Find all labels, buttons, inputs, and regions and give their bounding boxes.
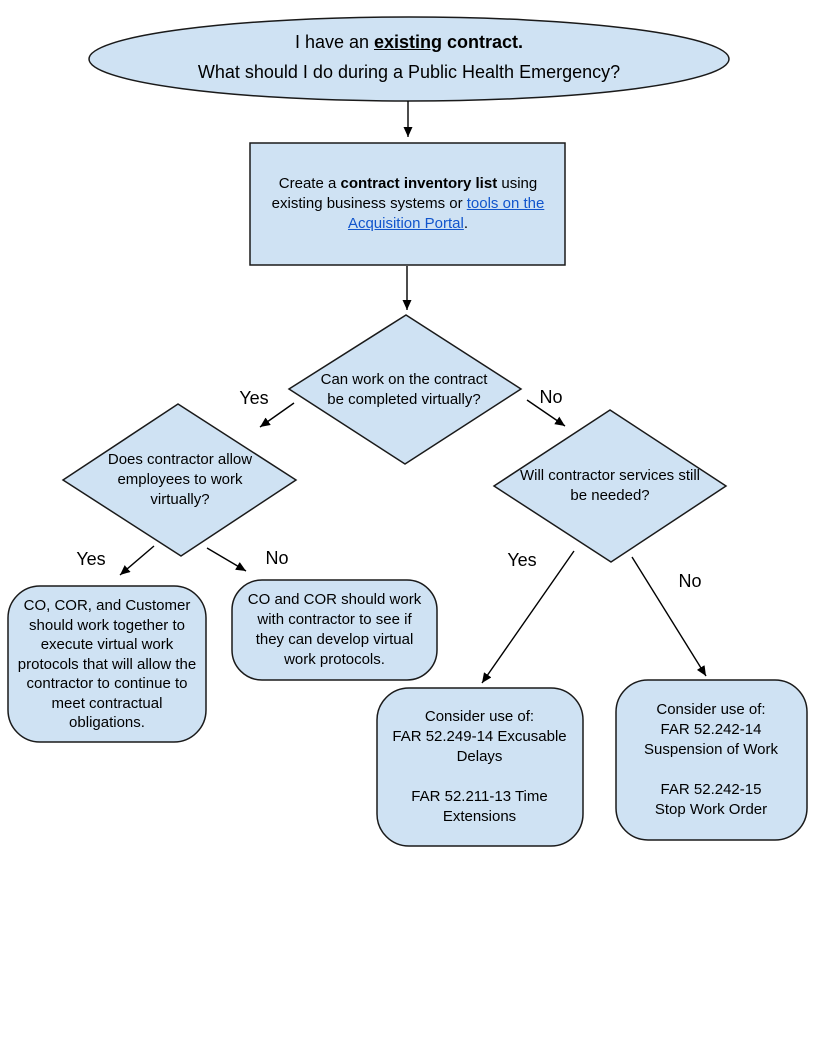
edge-label-decision2-yes: Yes [76,549,106,569]
edge-label-decision2-no: No [265,548,289,568]
start-line1-prefix: I have an [294,32,374,52]
start-node-text [89,27,729,87]
outcome-1-text: CO, COR, and Customer should work together to execute virtual work protocols that will allow the contractor to continue to meet contractual obligations. [17,597,197,731]
edge-label-decision1-no: No [539,387,563,407]
outcome-4-text: Consider use of: FAR 52.242-14 Suspension of Work FAR 52.242-15 Stop Work Order [644,701,778,818]
decision-3-text: Will contractor services still be needed? [519,467,701,504]
process-text-suffix: . [463,215,469,232]
start-line1-emphasis: existing [374,32,443,52]
process-text-middle: using existing business systems or [271,175,538,212]
edge-label-decision3-no: No [678,571,702,591]
edge-label-decision1-yes: Yes [239,388,269,408]
edge-label-decision3-yes: Yes [507,550,537,570]
acquisition-portal-link[interactable]: tools on the Acquisition Portal [347,195,545,232]
process-node-text [262,174,554,234]
start-node-line2: What should I do during a Public Health Emergency? [197,62,621,82]
start-node-line1 [89,27,729,57]
arrow-decision2-no [207,548,246,571]
process-text-bold: contract inventory list [340,175,498,192]
process-text-prefix: Create a [278,175,341,192]
outcome-2-text: CO and COR should work with contractor to see if they can develop virtual work protocols. [247,591,422,668]
arrow-decision2-yes [120,546,154,575]
start-line1-bold: contract. [442,32,524,52]
outcome-3-text: Consider use of: FAR 52.249-14 Excusable Delays FAR 52.211-13 Time Extensions [392,708,567,825]
decision-1-text: Can work on the contract be completed virtually? [320,371,488,408]
decision-2-text: Does contractor allow employees to work virtually? [107,451,253,508]
